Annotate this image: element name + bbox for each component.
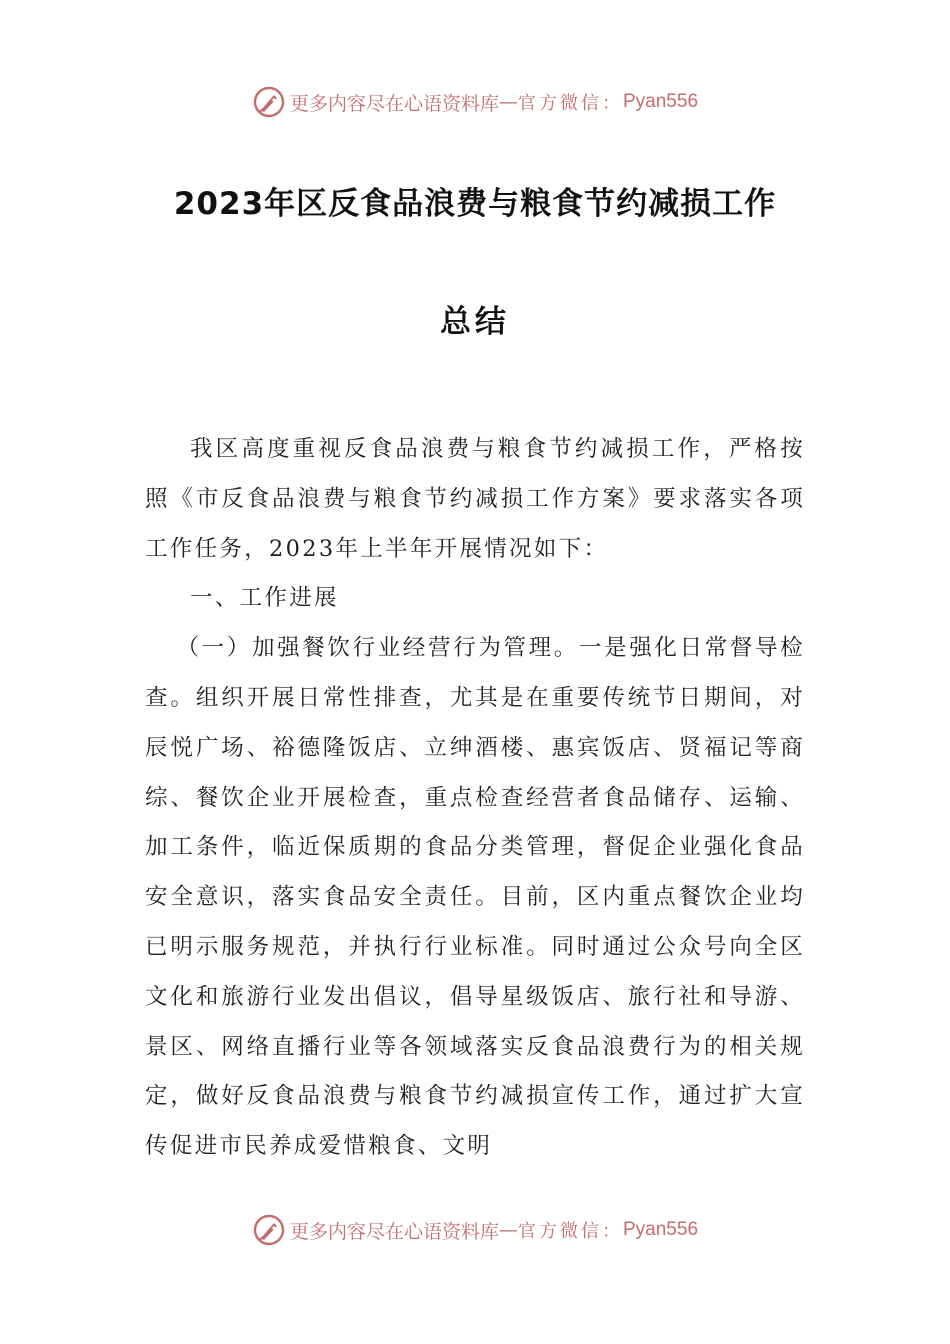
document-title-line-2: 总结 xyxy=(440,304,510,340)
paragraph-catering-management: （一）加强餐饮行业经营行为管理。一是强化日常督导检查。组织开展日常性排查，尤其是在重要传统节日期间，对辰悦广场、裕德隆饭店、立绅酒楼、惠宾饭店、贤福记等商综、餐饮企业开展检查，重点检查经营者食品储存、运输、加工条件，临近保质期的食品分类管理，督促企业强化食品安全意识，落实食品安全责任。目前，区内重点餐饮企业均已明示服务规范，并执行行业标准。同时通过公众号向全区文化和旅游行业发出倡议，倡导星级饭店、旅行社和导游、景区、网络直播行业等各领域落实反食品浪费行为的相关规定，做好反食品浪费与粮食节约减损宣传工作，通过扩大宣传促进市民养成爱惜粮食、文明 xyxy=(145,635,805,1160)
footer-banner xyxy=(0,1210,950,1250)
banner-wechat-label: 官方微信： xyxy=(518,93,623,114)
header-banner xyxy=(0,82,950,122)
banner-wechat-label: 官方微信： xyxy=(518,1221,623,1242)
banner-wechat-id: Pyan556 xyxy=(623,91,699,112)
pen-nib-logo-icon xyxy=(252,85,286,119)
banner-separator: — xyxy=(499,91,518,113)
banner-text: 更多内容尽在心语资料库 xyxy=(289,1220,499,1243)
section-heading-work-progress: 一、工作进展 xyxy=(190,585,339,612)
banner-text: 更多内容尽在心语资料库 xyxy=(289,92,499,115)
document-title-line-1: 2023年区反食品浪费与粮食节约减损工作 xyxy=(173,186,777,222)
banner-wechat-id: Pyan556 xyxy=(623,1219,699,1240)
document-body xyxy=(145,425,805,1172)
pen-nib-logo-icon xyxy=(252,1213,286,1247)
banner-separator: — xyxy=(499,1219,518,1241)
paragraph-intro: 我区高度重视反食品浪费与粮食节约减损工作，严格按照《市反食品浪费与粮食节约减损工作方案》要求落实各项工作任务，2023年上半年开展情况如下： xyxy=(145,436,805,562)
